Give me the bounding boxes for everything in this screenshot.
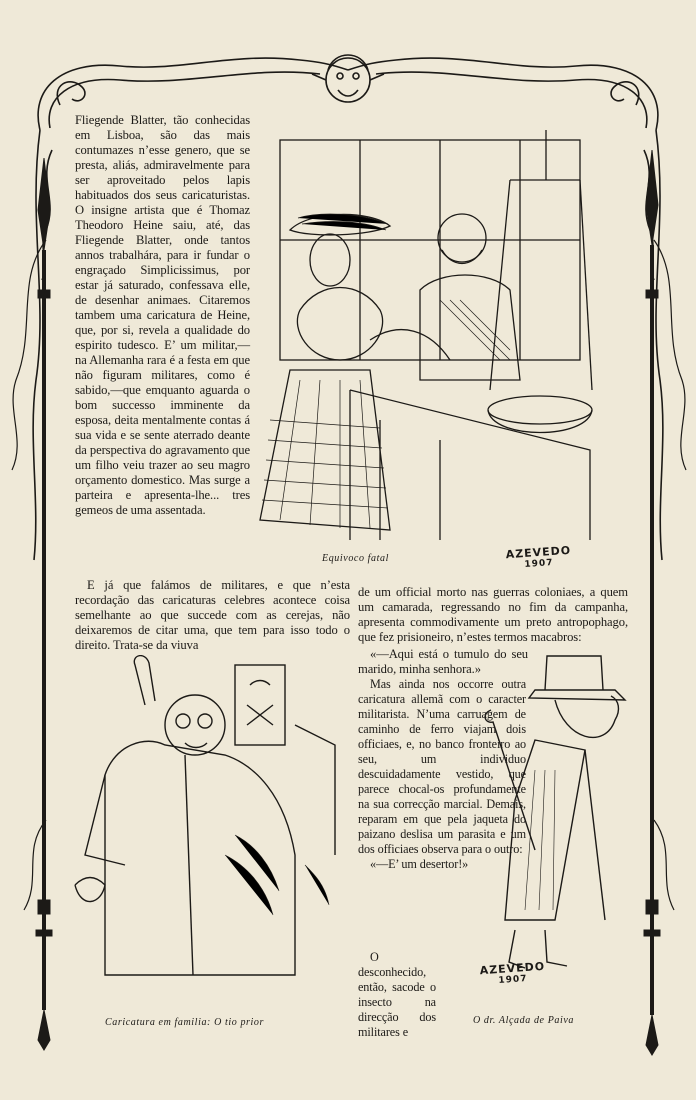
paragraph-right-quote: «—Aqui está o tumulo do seu marido, minha senhora.»: [358, 647, 528, 676]
illustration-alcada-de-paiva: [475, 650, 635, 980]
illustration-equivoco-fatal: [240, 120, 600, 540]
signature-azevedo-bottom: [479, 960, 546, 988]
article-column-wide-left: [75, 578, 350, 653]
signature-year: 1907: [498, 973, 528, 987]
caption-equivoco-fatal: Equivoco fatal: [322, 553, 389, 564]
article-column-right-top: [358, 585, 628, 645]
article-column-right-bottom: [358, 950, 436, 1040]
paragraph-wide-left: E já que falámos de militares, e que n’esta recordação das caricaturas celebres acontece coisa semelhante ao que succede com as cerejas, não deixaremos de citar uma, que tem para isso todo o direito. Trata-se da viuva: [75, 578, 350, 652]
signature-azevedo-top: [505, 544, 572, 572]
paragraph-right-quote2: «—E’ um desertor!»: [370, 857, 469, 871]
signature-name: AZEVEDO: [505, 543, 572, 562]
paragraph-right-top: de um official morto nas guerras coloniaes, a quem um camarada, regressando no fim da campanha, apresenta commodivamente um preto antropophago, que fez prisioneiro, n’estes termos macabros:: [358, 585, 628, 644]
paragraph-right-bottom: O desconhecido, então, sacode o insecto na direcção dos militares e: [358, 950, 436, 1039]
paragraph-right-narrow: Mas ainda nos occorre outra caricatura allemã com o caracter militarista. N’uma carruagem de caminho de ferro viajam dois officiaes, e, no banco fronteiro ao seu, um individuo descuidadamente vestido, que parece chocal-os profundamente na sua correcção marcial. Demais, reparam em que pela jaqueta do paizano deslisa um parasita e um dos officiaes observa para o outro:: [358, 677, 526, 856]
signature-year: 1907: [524, 557, 554, 571]
illustration-tio-prior: [65, 655, 345, 1015]
caption-tio-prior: Caricatura em familia: O tio prior: [105, 1017, 265, 1028]
paragraph-top-left: Fliegende Blatter, tão conhecidas em Lisboa, são das mais contumazes n’esse genero, que se presta, aliás, admiravelmente para ser aproveitado pelos lapis habituados dos seus caricaturistas. O insigne artista que é Thomaz Theodoro Heine saiu, até, das Fliegende Blatter, onde tantos annos trabalhára, para ir fundar o engraçado Simplicissimus, por estar já saturado, confessava elle, de desenhar animaes. Citaremos tambem uma caricatura de Heine, que, por si, revela a qualidade do espirito tudesco. E’ um militar,—na Allemanha rara é a festa em que não figuram militares, como é sabido,—que emquanto aguarda o bom successo imminente da esposa, deita mentalmente contas á sua vida e se sente aterrado deante da perspectiva do agravamento que um filho veiu trazer ao seu magro orçamento domestico. Mas surge a parteira e apresenta-lhe... tres gemeos de uma assentada.: [75, 113, 250, 517]
article-column-top-left: [75, 113, 250, 518]
caption-alcada-de-paiva: O dr. Alçada de Paiva: [473, 1015, 575, 1026]
signature-name: AZEVEDO: [479, 959, 546, 978]
